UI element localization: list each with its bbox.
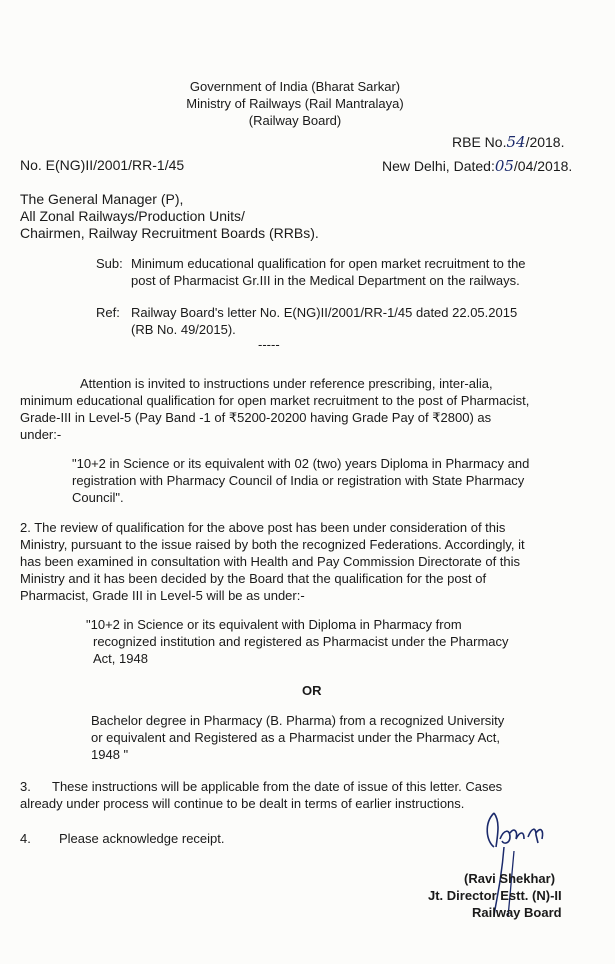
para3-number: 3. (20, 779, 31, 794)
reference-line-2: (RB No. 49/2015). (131, 322, 236, 337)
para2-line-1: 2. The review of qualification for the above post has been under consideration of this (20, 520, 506, 535)
para2-line-2: Ministry, pursuant to the issue raised by both the recognized Federations. Accordingly, it (20, 537, 525, 552)
header-board: (Railway Board) (248, 113, 342, 128)
para1-line-3b: 5200-20200 having Grade Pay of (237, 410, 433, 425)
file-number: No. E(NG)II/2001/RR-1/45 (20, 157, 185, 173)
addressee-line-1: The General Manager (P), (20, 191, 184, 207)
signatory-office: Railway Board (472, 905, 562, 920)
rbe-prefix: RBE No. (452, 134, 507, 150)
quote1-line-3: Council". (72, 490, 124, 505)
para1-line-3c: 2800) as (440, 410, 492, 425)
date-prefix: New Delhi, Dated: (382, 158, 495, 174)
quote2-line-3: Act, 1948 (93, 651, 148, 666)
reference-line-1: Railway Board's letter No. E(NG)II/2001/RR-1/45 dated 22.05.2015 (131, 305, 518, 320)
rbe-suffix: /2018. (525, 134, 565, 150)
subject-label: Sub: (96, 256, 123, 271)
signatory-designation: Jt. Director Estt. (N)-II (428, 888, 562, 903)
quote2-line-2: recognized institution and registered as Pharmacist under the Pharmacy (93, 634, 509, 649)
quote1-line-1: "10+2 in Science or its equivalent with 02 (two) years Diploma in Pharmacy and (72, 456, 530, 471)
para3-line-2: already under process will continue to be dealt in terms of earlier instructions. (20, 796, 465, 811)
para4-number: 4. (20, 831, 31, 846)
rbe-handwritten-number: 54 (506, 133, 526, 151)
or-separator: OR (302, 683, 322, 698)
subject-line-1: Minimum educational qualification for open market recruitment to the (131, 256, 526, 271)
para1-line-1: Attention is invited to instructions under reference prescribing, inter-alia, (80, 376, 493, 391)
quote1-line-2: registration with Pharmacy Council of India or registration with State Pharmacy (72, 473, 525, 488)
rupee-symbol: ₹ (228, 411, 238, 426)
header-govt: Government of India (Bharat Sarkar) (189, 79, 401, 94)
para1-line-3a: Grade-III in Level-5 (Pay Band -1 of (20, 410, 229, 425)
para1-line-3 (20, 410, 491, 426)
rupee-symbol: ₹ (432, 411, 441, 426)
signatory-name: (Ravi Shekhar) (464, 871, 556, 886)
header-ministry: Ministry of Railways (Rail Mantralaya) (186, 96, 404, 111)
date-line (382, 157, 572, 175)
quote3-line-3: 1948 " (91, 747, 129, 762)
reference-label: Ref: (96, 305, 120, 320)
quote3-line-1: Bachelor degree in Pharmacy (B. Pharma) from a recognized University (91, 713, 505, 728)
quote3-line-2: or equivalent and Registered as a Pharmacist under the Pharmacy Act, (91, 730, 500, 745)
para1-line-2: minimum educational qualification for open market recruitment to the post of Pharmacist, (20, 393, 530, 408)
para4-text: Please acknowledge receipt. (59, 831, 225, 846)
addressee-line-3: Chairmen, Railway Recruitment Boards (RRBs). (20, 225, 319, 241)
addressee-line-2: All Zonal Railways/Production Units/ (20, 208, 245, 224)
rbe-number (452, 133, 565, 151)
para3-line-1: These instructions will be applicable from the date of issue of this letter. Cases (52, 779, 503, 794)
para2-line-4: Ministry and it has been decided by the Board that the qualification for the post of (20, 571, 487, 586)
para1-line-4: under:- (20, 427, 62, 442)
subject-line-2: post of Pharmacist Gr.III in the Medical Department on the railways. (131, 273, 520, 288)
para2-line-3: has been examined in consultation with Health and Pay Commission Directorate of this (20, 554, 521, 569)
para2-line-5: Pharmacist, Grade III in Level-5 will be as under:- (20, 588, 305, 603)
date-handwritten-day: 05 (494, 157, 514, 175)
separator: ----- (258, 337, 280, 352)
date-suffix: /04/2018. (513, 158, 573, 174)
quote2-line-1: "10+2 in Science or its equivalent with Diploma in Pharmacy from (86, 617, 462, 632)
